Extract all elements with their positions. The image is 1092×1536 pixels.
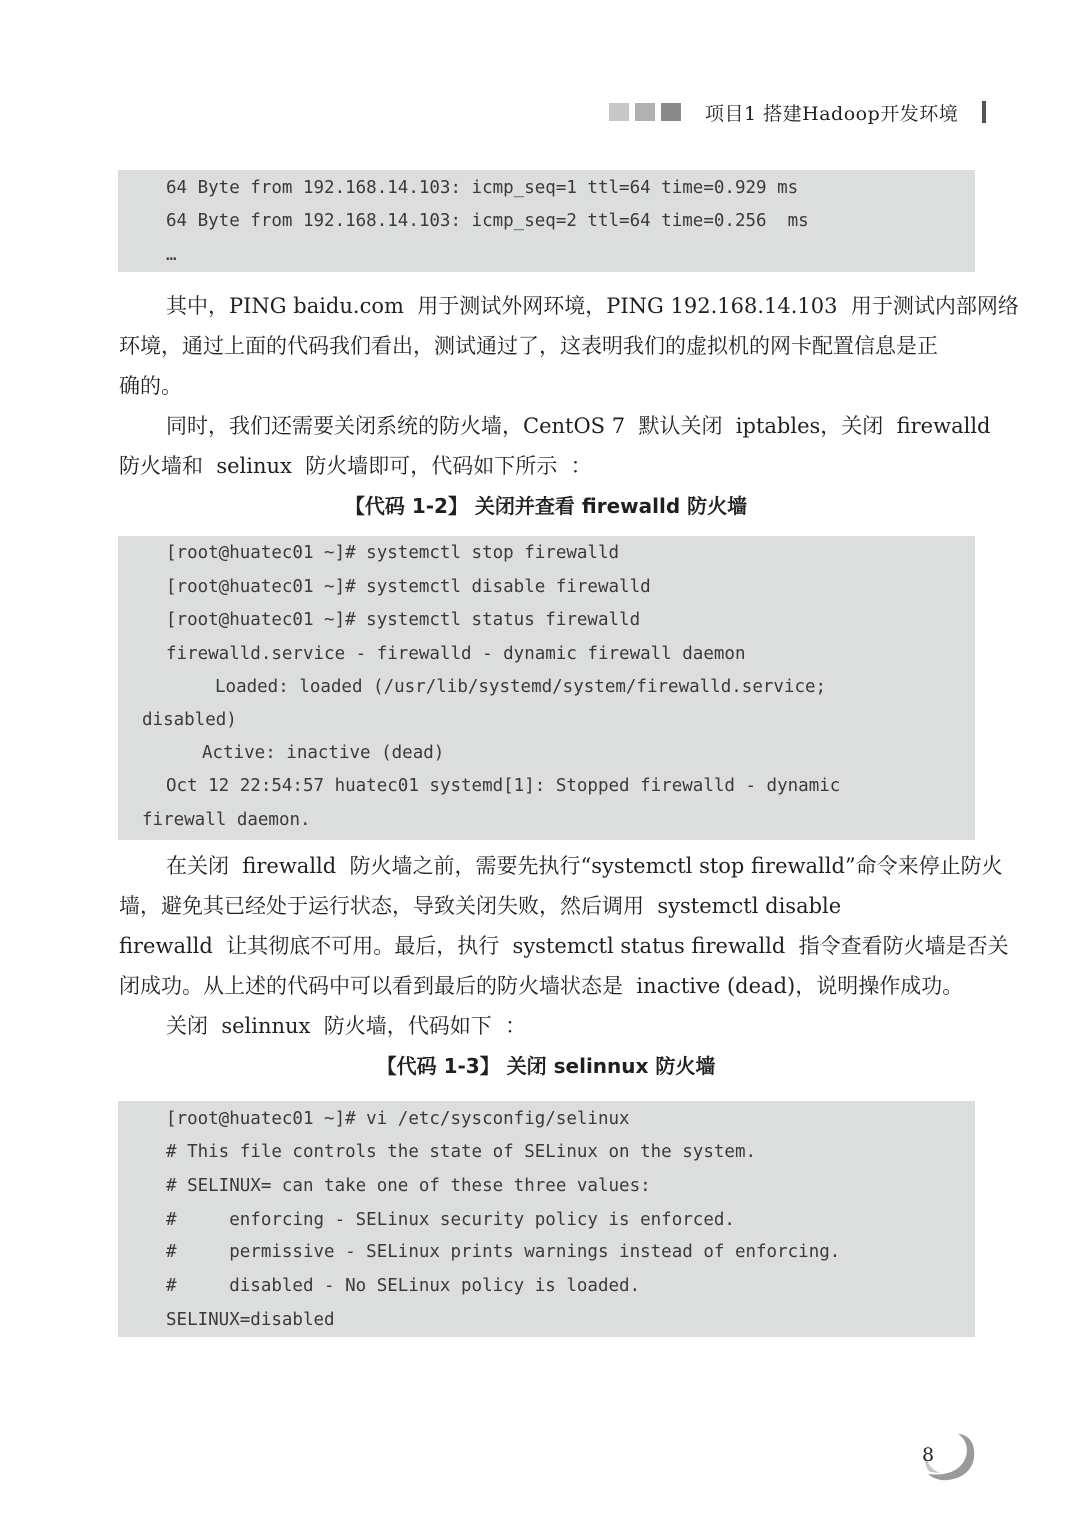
page-number — [918, 1428, 978, 1484]
text-line: 关闭 selinnux 防火墙，代码如下 ： — [166, 1014, 527, 1038]
code-line: # enforcing - SELinux security policy is enforced. — [166, 1210, 735, 1230]
code-caption-1-3: 【代码 1-3】 关闭 selinnux 防火墙 — [376, 1054, 716, 1078]
running-header — [609, 98, 989, 126]
code-caption-1-2: 【代码 1-2】 关闭并查看 firewalld 防火墙 — [344, 494, 748, 518]
code-line: # permissive - SELinux prints warnings instead of enforcing. — [166, 1242, 841, 1262]
text-line: 防火墙和 selinux 防火墙即可，代码如下所示 ： — [119, 454, 592, 478]
page-number-text: 8 — [922, 1444, 935, 1466]
code-line: … — [166, 245, 177, 265]
paragraph-firewall-intro — [119, 406, 991, 486]
code-line: SELINUX=disabled — [166, 1310, 335, 1330]
text-line: 确的。 — [119, 374, 182, 398]
code-line: Loaded: loaded (/usr/lib/systemd/system/firewalld.service; — [215, 677, 827, 697]
code-line: # This file controls the state of SELinux on the system. — [166, 1142, 757, 1162]
paragraph-firewalld-explanation — [119, 846, 1009, 1006]
code-line: [root@huatec01 ~]# systemctl disable firewalld — [166, 577, 651, 597]
code-line: disabled) — [142, 710, 237, 730]
code-line: # SELINUX= can take one of these three values: — [166, 1176, 651, 1196]
code-block-ping — [118, 170, 975, 272]
code-line: 64 Byte from 192.168.14.103: icmp_seq=1 ttl=64 time=0.929 ms — [166, 178, 799, 198]
header-square-icon — [609, 103, 629, 121]
header-square-icon — [661, 103, 681, 121]
text-line: 墙，避免其已经处于运行状态，导致关闭失败，然后调用 systemctl disable — [119, 894, 842, 918]
paragraph-ping-explanation — [119, 286, 1019, 406]
code-line: firewalld.service - firewalld - dynamic firewall daemon — [166, 644, 746, 664]
text-line: 环境，通过上面的代码我们看出，测试通过了，这表明我们的虚拟机的网卡配置信息是正 — [119, 334, 938, 358]
code-line: [root@huatec01 ~]# systemctl stop firewalld — [166, 543, 620, 563]
header-square-icon — [635, 103, 655, 121]
code-line: Active: inactive (dead) — [202, 743, 445, 763]
header-title: 项目1 搭建Hadoop开发环境 — [705, 102, 959, 125]
code-block-selinux — [118, 1101, 975, 1337]
code-line: [root@huatec01 ~]# vi /etc/sysconfig/selinux — [166, 1109, 630, 1129]
header-bar-icon — [982, 101, 986, 123]
paragraph-selinux-intro — [119, 1006, 979, 1046]
text-line: 同时，我们还需要关闭系统的防火墙，CentOS 7 默认关闭 iptables，关闭 firewalld — [166, 414, 991, 438]
code-line: 64 Byte from 192.168.14.103: icmp_seq=2 ttl=64 time=0.256 ms — [166, 211, 809, 231]
text-line: 在关闭 firewalld 防火墙之前，需要先执行“systemctl stop firewalld”命令来停止防火 — [166, 854, 1003, 878]
code-line: Oct 12 22:54:57 huatec01 systemd[1]: Stopped firewalld - dynamic — [166, 776, 841, 796]
text-line: 闭成功。从上述的代码中可以看到最后的防火墙状态是 inactive (dead)，说明操作成功。 — [119, 974, 964, 998]
code-line: # disabled - No SELinux policy is loaded. — [166, 1276, 641, 1296]
code-block-firewalld — [118, 536, 975, 840]
text-line: firewalld 让其彻底不可用。最后，执行 systemctl status firewalld 指令查看防火墙是否关 — [119, 934, 1009, 958]
code-line: [root@huatec01 ~]# systemctl status firewalld — [166, 610, 641, 630]
code-line: firewall daemon. — [142, 810, 311, 830]
text-line: 其中，PING baidu.com 用于测试外网环境，PING 192.168.14.103 用于测试内部网络 — [166, 294, 1019, 318]
